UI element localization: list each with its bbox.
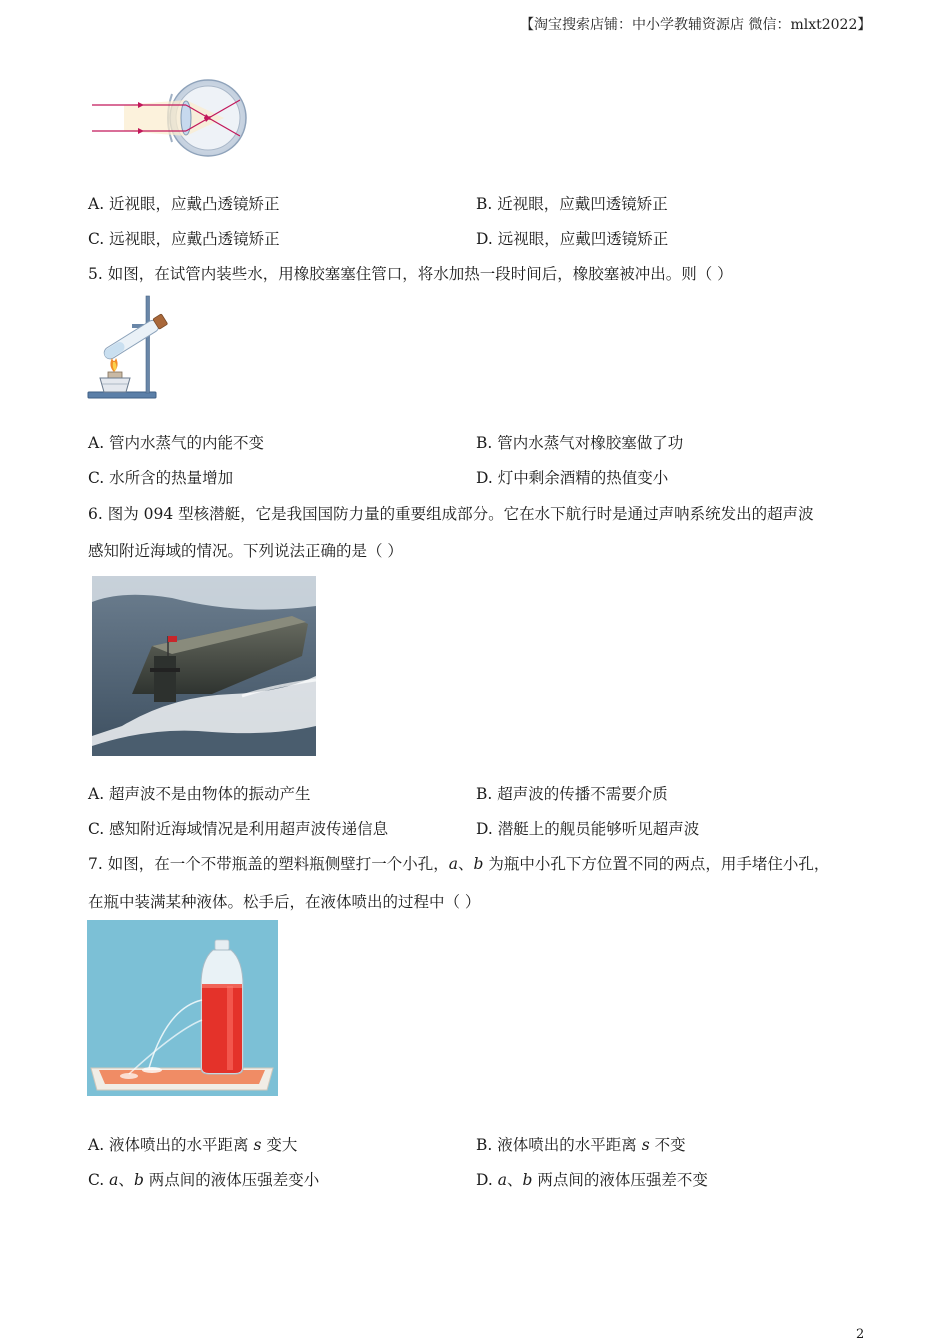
q7-option-d-sep: 、 xyxy=(506,1171,523,1189)
q7-var-a: a xyxy=(448,855,458,873)
q6-stem-line1: 6. 图为 094 型核潜艇，它是我国国防力量的重要组成部分。它在水下航行时是通过声呐系统发出的超声波 xyxy=(88,505,814,523)
q7-var-b: b xyxy=(473,855,484,873)
page-header: 【淘宝搜索店铺：中小学教辅资源店 微信：mlxt2022】 xyxy=(520,17,872,33)
q7-option-d-var-b: b xyxy=(522,1171,533,1189)
q7-option-c xyxy=(88,1168,319,1190)
q5-option-d: D. 灯中剩余酒精的热值变小 xyxy=(476,469,669,487)
q6-option-c: C. 感知附近海域情况是利用超声波传递信息 xyxy=(88,820,389,838)
eye-diagram xyxy=(88,76,250,158)
bottle-photo xyxy=(87,920,278,1096)
q7-option-c-var-a: a xyxy=(109,1171,119,1189)
q5-option-a: A. 管内水蒸气的内能不变 xyxy=(88,434,265,452)
q6-option-d: D. 潜艇上的舰员能够听见超声波 xyxy=(476,820,700,838)
q7-option-c-sep: 、 xyxy=(118,1171,134,1189)
q7-stem-line1 xyxy=(88,852,829,874)
q6-stem-line2: 感知附近海域的情况。下列说法正确的是（ ） xyxy=(88,542,403,560)
q7-option-a xyxy=(88,1133,297,1155)
q7-option-b xyxy=(476,1133,686,1155)
q7-option-a-var: s xyxy=(253,1136,262,1154)
q7-option-b-var: s xyxy=(641,1136,650,1154)
q6-option-a: A. 超声波不是由物体的振动产生 xyxy=(88,785,311,803)
q4-option-a: A. 近视眼，应戴凸透镜矫正 xyxy=(88,195,280,213)
test-tube-apparatus xyxy=(86,292,176,402)
q7-option-d xyxy=(476,1168,708,1190)
q7-option-d-label: D. xyxy=(476,1171,498,1189)
q6-option-b: B. 超声波的传播不需要介质 xyxy=(476,785,668,803)
q5-option-c: C. 水所含的热量增加 xyxy=(88,469,234,487)
q5-option-b: B. 管内水蒸气对橡胶塞做了功 xyxy=(476,434,684,452)
q7-option-c-post: 两点间的液体压强差变小 xyxy=(143,1171,320,1189)
q7-option-d-var-a: a xyxy=(497,1171,507,1189)
q7-stem-text-post: 为瓶中小孔下方位置不同的两点，用手堵住小孔， xyxy=(483,855,830,873)
q7-option-a-post: 变大 xyxy=(261,1136,298,1154)
q7-stem-text-pre: 7. 如图，在一个不带瓶盖的塑料瓶侧壁打一个小孔， xyxy=(88,855,449,873)
q7-option-c-var-b: b xyxy=(133,1171,144,1189)
q7-option-c-label: C. xyxy=(88,1171,110,1189)
q7-option-b-pre: B. 液体喷出的水平距离 xyxy=(476,1136,642,1154)
q7-option-a-pre: A. 液体喷出的水平距离 xyxy=(88,1136,254,1154)
q7-stem-line2: 在瓶中装满某种液体。松手后，在液体喷出的过程中（ ） xyxy=(88,893,481,911)
q5-stem: 5. 如图，在试管内装些水，用橡胶塞塞住管口，将水加热一段时间后，橡胶塞被冲出。则（ ） xyxy=(88,265,733,283)
q7-option-d-post: 两点间的液体压强差不变 xyxy=(532,1171,708,1189)
q4-option-b: B. 近视眼，应戴凹透镜矫正 xyxy=(476,195,668,213)
q4-option-d: D. 远视眼，应戴凹透镜矫正 xyxy=(476,230,669,248)
q7-option-b-post: 不变 xyxy=(649,1136,686,1154)
q4-option-c: C. 远视眼，应戴凸透镜矫正 xyxy=(88,230,280,248)
page-number: 2 xyxy=(856,1327,865,1342)
submarine-photo xyxy=(92,576,316,756)
q7-sep: 、 xyxy=(457,855,474,873)
